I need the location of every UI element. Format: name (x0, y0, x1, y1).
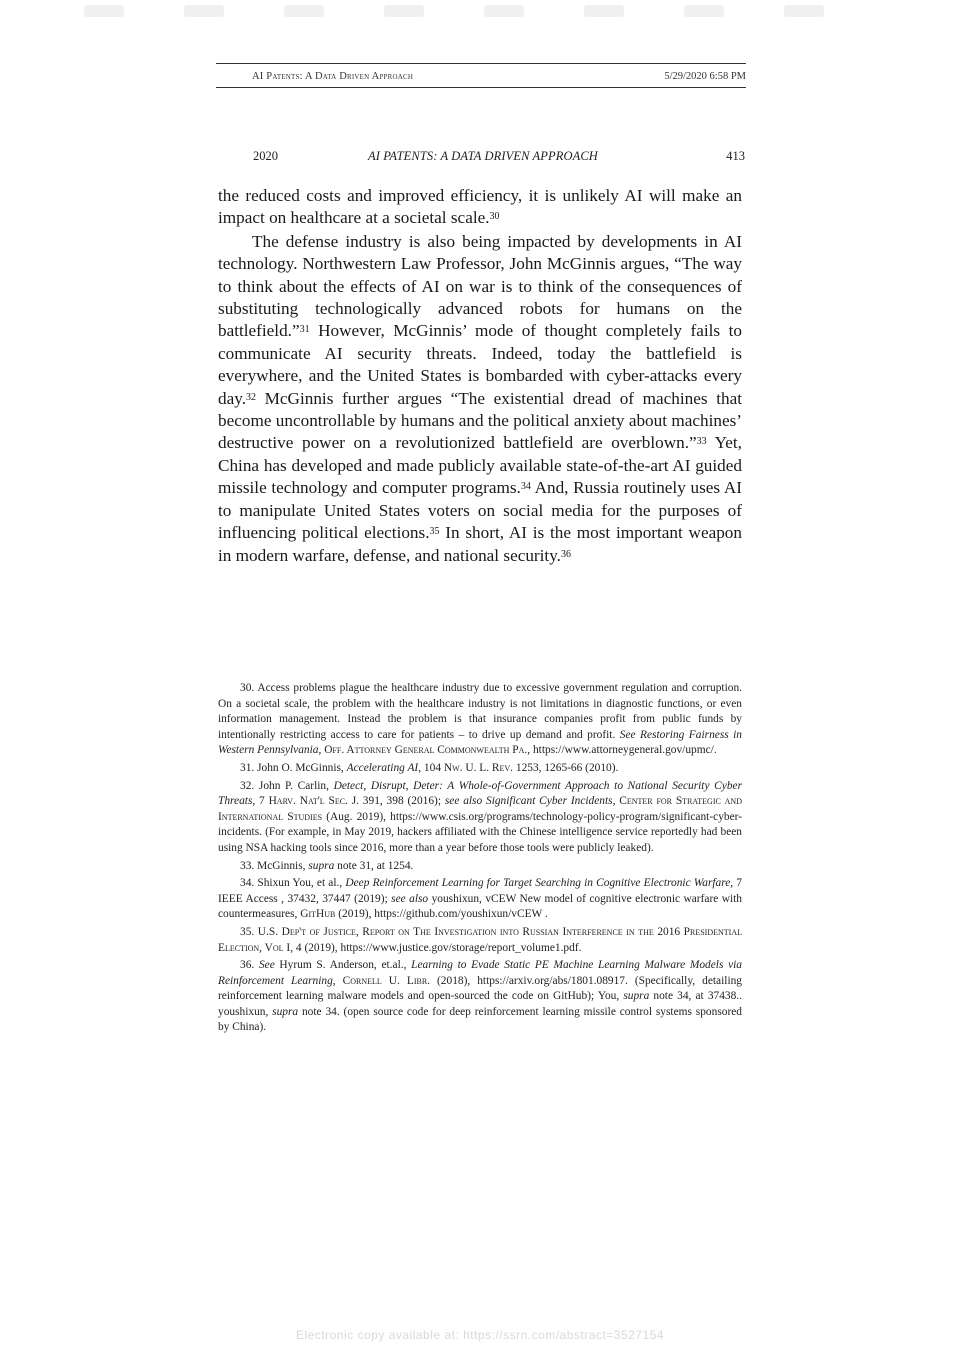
fn34-cite-title: Deep Reinforcement Learning for Target Searching in Cognitive Electronic Warfare (345, 877, 731, 890)
fn36-url[interactable]: (2018), https://arxiv.org/abs/1801.08917. (Specifically, detailing reinforcement learning malware models and open-sourced the code on GitHub); You, (218, 974, 742, 1003)
footnote-ref-34[interactable]: 34 (520, 481, 531, 493)
paragraph-2-part-e: And, Russia routinely uses AI to manipulate United States voters on social media for the purposes of influencing political elections. (218, 478, 742, 543)
fn33-note: note 31, at 1254. (334, 859, 414, 872)
paragraph-2-part-a: The defense industry is also being impacted by developments in AI technology. Northwestern Law Professor, John McGinnis argues, “The way to think about the effects of AI on war is to think of the consequences of substituting technologically advanced robots for humans on the battlefield.” (218, 231, 742, 341)
fn32-vol: , 7 (252, 795, 269, 808)
paragraph-2-part-d: Yet, China has developed and made publicly available state-of-the-art AI guided missile technology and computer programs. (218, 433, 742, 498)
watermark-logo-icon (782, 2, 826, 20)
fn31-source: Nw. U. L. Rev. (443, 761, 514, 774)
paragraph-2-part-c: McGinnis further argues “The existential dread of machines that become uncontrollable by humans and the political anxiety about machines’ destructive power on a revolutionized battlefield are overblown.” (218, 388, 742, 453)
fn36-author: Hyrum S. Anderson, et.al., (274, 959, 412, 972)
fn35-year: 2016 (653, 925, 684, 938)
fn30-source: Off. Attorney General Commonwealth Pa. (324, 744, 528, 757)
paragraph-2 (218, 231, 742, 567)
ssrn-watermark: Electronic copy available at: https://ssrn.com/abstract=3527154 (295, 1328, 664, 1342)
fn32-pages: J. 391, 398 (2016); (347, 795, 445, 808)
fn35-num: 35. (240, 925, 258, 938)
fn30-text: 30. Access problems plague the healthcare industry due to excessive government regulation and corruption. On a societal scale, the problem with the healthcare industry is not limitations in diagnostic functions, or even information management. Instead the problem is that insurance companies profit from public funds by intentionally restricting access to care for patients – to drive up demand and profit. (218, 682, 742, 741)
running-head-year: 2020 (253, 149, 278, 163)
fn32-see-also: see also Significant Cyber Incidents (444, 795, 613, 808)
fn34-vol: , 7 IEEE Access , 37432, 37447 (2019); (218, 877, 743, 905)
fn34-see-also: see also (391, 892, 429, 905)
fn35-url[interactable]: I, 4 (2019), https://www.justice.gov/storage/report_volume1.pdf. (283, 941, 582, 954)
header-timestamp: 5/29/2020 6:58 PM (664, 71, 746, 82)
fn31-vol: , 104 (418, 761, 444, 774)
fn36-num: 36. (240, 959, 259, 972)
fn34-url[interactable]: (2019), https://github.com/youshixun/vCEW . (335, 908, 548, 921)
top-watermark-strip (0, 0, 960, 30)
fn36-supra: supra (623, 990, 650, 1003)
fn34-source: GitHub (300, 908, 336, 921)
page-number: 413 (726, 149, 745, 163)
footnote-32 (218, 779, 742, 857)
fn35-source-2: Presidential Election, Vol (218, 925, 742, 954)
header-rule-bottom (216, 87, 746, 88)
footnote-ref-32[interactable]: 32 (246, 391, 256, 403)
footnote-ref-36[interactable]: 36 (560, 548, 571, 560)
footnote-ref-30[interactable]: 30 (489, 211, 500, 223)
fn36-note: note 34, at 37438.. youshixun, (218, 990, 742, 1018)
fn33-supra: supra (308, 859, 335, 872)
footnote-35 (218, 925, 742, 956)
watermark-logo-icon (582, 2, 626, 20)
running-head (218, 149, 745, 165)
footnote-30 (218, 681, 742, 759)
footnote-33 (218, 859, 742, 875)
footnote-ref-31[interactable]: 31 (299, 324, 310, 336)
fn36-sep: , (332, 974, 343, 987)
header-rule-top (216, 63, 746, 64)
watermark-logo-icon (682, 2, 726, 20)
fn36-supra-2: supra (272, 1005, 299, 1018)
footnote-31 (218, 761, 742, 777)
fn33-text: 33. McGinnis, (240, 859, 309, 872)
footnote-34 (218, 876, 742, 923)
fn36-see: See (258, 959, 275, 972)
fn34-text: 34. Shixun You, et al., (240, 877, 346, 890)
body-text (218, 185, 742, 567)
paragraph-1-text: the reduced costs and improved efficiency, it is unlikely AI will make an impact on healthcare at a societal scale. (218, 186, 742, 228)
fn32-url[interactable]: (Aug. 2019), https://www.csis.org/programs/technology-policy-program/significant-cyber-incidents. (For example, in May 2019, hackers affiliated with the Chinese intelligence service reportedly had been using NSA hacking tools since 2016, more than a year before those tools were publicly leaked). (218, 810, 742, 854)
fn36-source: Cornell U. Libr. (342, 974, 431, 987)
fn32-sep: , (612, 795, 620, 808)
fn32-source: Harv. Nat'l Sec. (268, 795, 348, 808)
fn35-source: U.S. Dep't of Justice, Report on The Investigation into Russian Interference in the (257, 925, 654, 938)
fn36-tail: note 34. (open source code for deep reinforcement learning missile control systems sponsored by China). (218, 1005, 742, 1034)
paragraph-1 (218, 185, 742, 230)
running-head-title: AI PATENTS: A DATA DRIVEN APPROACH (368, 149, 598, 163)
fn32-source-2: Center for Strategic and International Studies (218, 795, 742, 823)
watermark-logo-icon (182, 2, 226, 20)
fn31-cite-title: Accelerating AI (346, 761, 419, 774)
footnote-ref-33[interactable]: 33 (696, 436, 707, 448)
fn30-cite-title: See Restoring Fairness in Western Pennsylvania (218, 728, 742, 757)
fn32-text: 32. John P. Carlin, (240, 779, 334, 792)
paragraph-2-part-f: In short, AI is the most important weapon in modern warfare, defense, and national security. (218, 523, 742, 565)
paragraph-2-part-b: However, McGinnis’ mode of thought completely fails to communicate AI security threats. Indeed, today the battlefield is everywhere, and the United States is bombarded with cyber-attacks every day. (218, 321, 742, 408)
fn31-text: 31. John O. McGinnis, (240, 761, 347, 774)
watermark-logo-icon (382, 2, 426, 20)
fn34-desc: youshixun, vCEW New model of cognitive electronic warfare with countermeasures, (218, 892, 742, 921)
watermark-logo-icon (482, 2, 526, 20)
footnote-36 (218, 958, 742, 1036)
footnote-ref-35[interactable]: 35 (429, 526, 440, 538)
footnotes (218, 681, 742, 1038)
header-doc-title: AI Patents: A Data Driven Approach (252, 71, 414, 82)
watermark-logo-icon (82, 2, 126, 20)
fn31-pages: 1253, 1265-66 (2010). (513, 761, 619, 774)
fn30-sep: , (318, 744, 325, 757)
fn30-url[interactable]: , https://www.attorneygeneral.gov/upmc/. (527, 744, 717, 757)
fn32-cite-title: Detect, Disrupt, Deter: A Whole-of-Government Approach to National Security Cyber Threats (218, 779, 742, 808)
fn36-cite-title: Learning to Evade Static PE Machine Learning Malware Models via Reinforcement Learning (218, 959, 743, 987)
watermark-logo-icon (282, 2, 326, 20)
